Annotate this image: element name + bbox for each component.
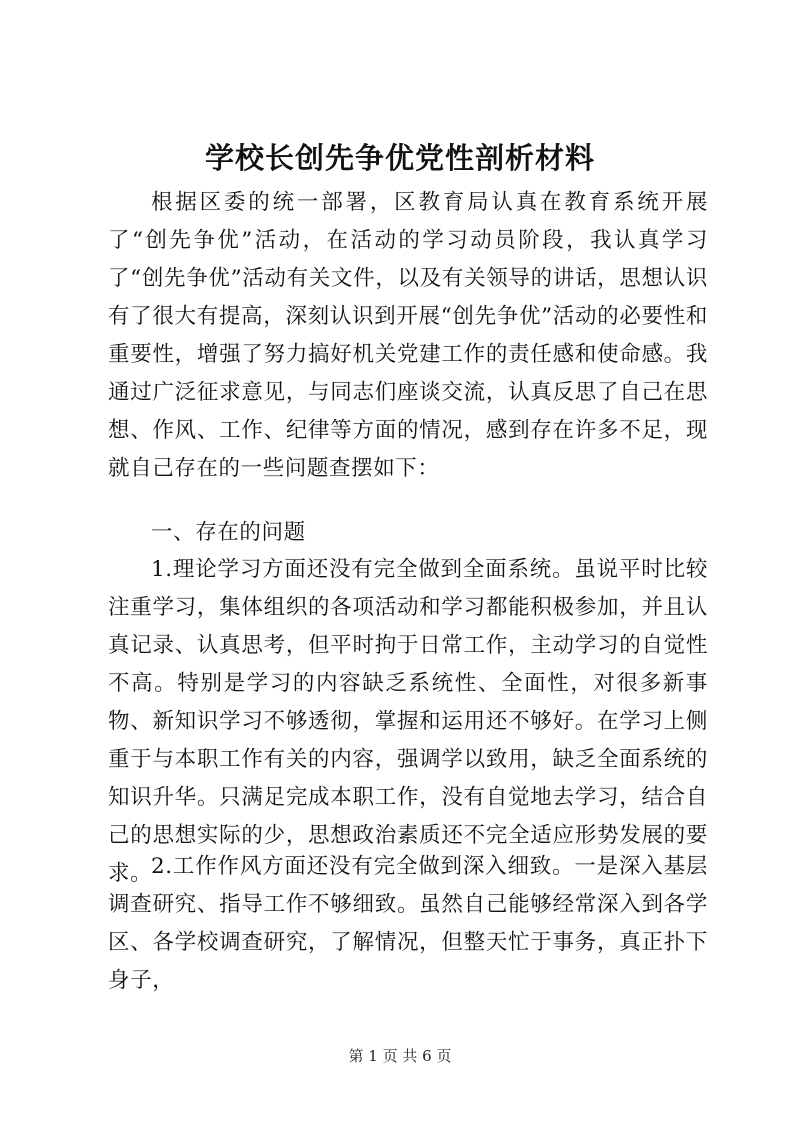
document-title: 学校长创先争优党性剖析材料 [204, 141, 595, 175]
paragraph-theory-study: 1.理论学习方面还没有完全做到全面系统。虽说平时比较注重学习，集体组织的各项活动和学习都能积极参加，并且认真记录、认真思考，但平时拘于日常工作，主动学习的自觉性不高。特别是学习的内容缺乏系统性、全面性，对很多新事物、新知识学习不够透彻，掌握和运用还不够好。在学习上侧重于与本职工作有关的内容，强调学以致用，缺乏全面系统的知识升华。只满足完成本职工作，没有自觉地去学习，结合自己的思想实际的少，思想政治素质还不完全适应形势发展的要求。 [108, 557, 708, 886]
page-footer: 第 1 页 共 6 页 [348, 1047, 452, 1065]
paragraph-work-style: 2.工作作风方面还没有完全做到深入细致。一是深入基层调查研究、指导工作不够细致。虽然自己能够经常深入到各学区、各学校调查研究，了解情况，但整天忙于事务，真正扑下身子， [108, 854, 708, 993]
paragraph-intro: 根据区委的统一部署，区教育局认真在教育系统开展了“创先争优”活动，在活动的学习动员阶段，我认真学习了“创先争优”活动有关文件，以及有关领导的讲话，思想认识有了很大有提高，深刻认识到开展“创先争优”活动的必要性和重要性，增强了努力搞好机关党建工作的责任感和使命感。我通过广泛征求意见，与同志们座谈交流，认真反思了自己在思想、作风、工作、纪律等方面的情况，感到存在许多不足，现就自己存在的一些问题查摆如下： [108, 190, 708, 481]
section-heading-problems: 一、存在的问题 [151, 520, 306, 545]
